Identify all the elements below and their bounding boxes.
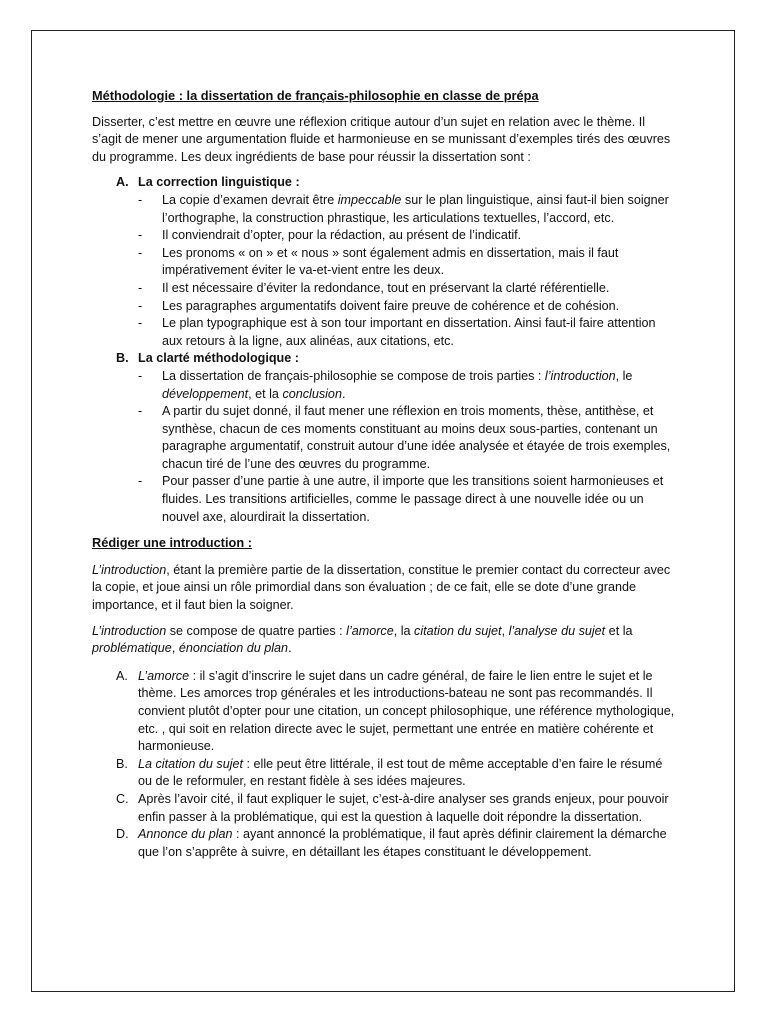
section-heading-introduction: Rédiger une introduction : — [92, 535, 252, 551]
item-text: : elle peut être littérale, il est tout de même acceptable d’en faire le résumé ou de le reformuler, en restant fidèle à ses idées majeures. — [138, 756, 663, 789]
paragraph-emphasis: l’amorce — [346, 623, 394, 638]
item-text: : ayant annoncé la problématique, il faut après définir clairement la démarche que l’on s’apprête à suivre, en détaillant les étapes constituant le développement. — [138, 827, 667, 859]
item-text: : il s’agit d’inscrire le sujet dans un cadre général, de faire le lien entre le sujet et le thème. Les amorces trop générales et les introductions-bateau ne sont pas recommandés. Il convient plutôt d’opter pour une citation, un concept philosophique, une référence mythologique, etc. , qui soit en relation directe avec le sujet, permettant une entrée en matière cohérente et harmonieuse. — [138, 668, 675, 754]
list-item — [138, 368, 677, 403]
section-a-heading: La correction linguistique : — [138, 175, 300, 190]
list-item: - Pour passer d’une partie à une autre, il importe que les transitions soient harmonieuses et fluides. Les transitions artificielles, comme le passage direct à une nouvelle idée ou un nouvel axe, alourdirait la dissertation. — [138, 473, 677, 526]
paragraph-emphasis: problématique — [92, 641, 172, 656]
list-item: - Les paragraphes argumentatifs doivent faire preuve de cohérence et de cohésion. — [138, 298, 677, 316]
list-item — [92, 668, 677, 756]
item-emphasis: L’amorce — [138, 668, 190, 683]
item-marker: A. — [116, 668, 128, 683]
item-text: , le — [615, 368, 633, 383]
item-text: La copie d’examen devrait être — [162, 192, 338, 207]
list-item: - A partir du sujet donné, il faut mener une réflexion en trois moments, thèse, antithèse, et synthèse, chacun de ces moments constituant au moins deux sous-parties, contenant un paragraphe argumentatif, construit autour d’une idée analysée et étayée de trois exemples, chacun tiré de l’une des œuvres du programme. — [138, 403, 677, 473]
criteria-list — [92, 174, 677, 526]
section-b-items — [138, 368, 677, 526]
paragraph-emphasis: L’introduction — [92, 562, 167, 577]
item-text: . — [341, 386, 346, 401]
item-text: Après l’avoir cité, il faut expliquer le sujet, c’est-à-dire analyser ses grands enjeux, pour pouvoir enfin passer à la problématique, qui est la question à laquelle doit répondre la dissertation. — [138, 791, 669, 824]
paragraph-text: et la — [605, 623, 633, 638]
item-marker: B. — [116, 756, 128, 771]
document-title: Méthodologie : la dissertation de français-philosophie en classe de prépa — [92, 88, 539, 103]
section-a-marker: A. — [116, 175, 129, 190]
list-item: - Le plan typographique est à son tour important en dissertation. Ainsi faut-il faire attention aux retours à la ligne, aux alinéas, aux citations, etc. — [138, 315, 677, 350]
item-marker: C. — [116, 791, 129, 806]
item-emphasis: conclusion — [282, 386, 342, 401]
section-a-items — [138, 192, 677, 350]
item-emphasis: impeccable — [337, 192, 402, 207]
list-item: - Il est nécessaire d’éviter la redondance, tout en préservant la clarté référentielle. — [138, 280, 677, 298]
item-text: , et la — [248, 386, 283, 401]
section-b — [92, 350, 677, 526]
paragraph-text: , — [501, 623, 509, 638]
paragraph-text: . — [288, 641, 292, 656]
list-item — [92, 756, 677, 791]
paragraph-text: se compose de quatre parties : — [166, 623, 347, 638]
section-b-heading: La clarté méthodologique : — [138, 351, 299, 366]
paragraph-text: , la — [393, 623, 415, 638]
intro-paragraph: Disserter, c’est mettre en œuvre une réflexion critique autour d’un sujet en relation avec le thème. Il s’agit de mener une argumentation fluide et harmonieuse en se munissant d’exemples tirés des œuvres du programme. Les deux ingrédients de base pour réussir la dissertation sont : — [92, 114, 671, 164]
paragraph-emphasis: énonciation du plan — [178, 641, 289, 656]
paragraph-text: , étant la première partie de la dissertation, constitue le premier contact du correcteur avec la copie, et joue ainsi un rôle primordial dans son évaluation ; de ce fait, elle se dote d’une grande importance, et il faut bien la soigner. — [92, 562, 671, 613]
section-b-marker: B. — [116, 351, 129, 366]
introduction-parts-paragraph — [92, 623, 677, 658]
section-a — [92, 174, 677, 350]
document-page — [31, 30, 735, 992]
list-item: - Les pronoms « on » et « nous » sont également admis en dissertation, mais il faut impérativement éviter le va-et-vient entre les deux. — [138, 245, 677, 280]
document-content — [92, 87, 677, 861]
item-text: sur le plan linguistique, ainsi faut-il bien soigner l’orthographe, la construction phrastique, les articulations textuelles, l’accord, etc. — [162, 192, 669, 225]
item-emphasis: La citation du sujet — [138, 756, 244, 771]
paragraph-text: , — [171, 641, 179, 656]
paragraph-emphasis: l’analyse du sujet — [508, 623, 606, 638]
item-emphasis: développement — [162, 386, 249, 401]
item-emphasis: Annonce du plan — [138, 827, 233, 842]
list-item — [138, 192, 677, 227]
paragraph-emphasis: L’introduction — [92, 623, 167, 638]
list-item — [92, 791, 677, 826]
paragraph-emphasis: citation du sujet — [414, 623, 502, 638]
item-text: La dissertation de français-philosophie se compose de trois parties : — [162, 368, 545, 383]
list-item: - Il conviendrait d’opter, pour la rédaction, au présent de l’indicatif. — [138, 227, 677, 245]
list-item — [92, 826, 677, 861]
introduction-parts-list — [92, 668, 677, 862]
item-emphasis: l’introduction — [544, 368, 616, 383]
introduction-paragraph — [92, 562, 677, 615]
item-marker: D. — [116, 827, 129, 842]
